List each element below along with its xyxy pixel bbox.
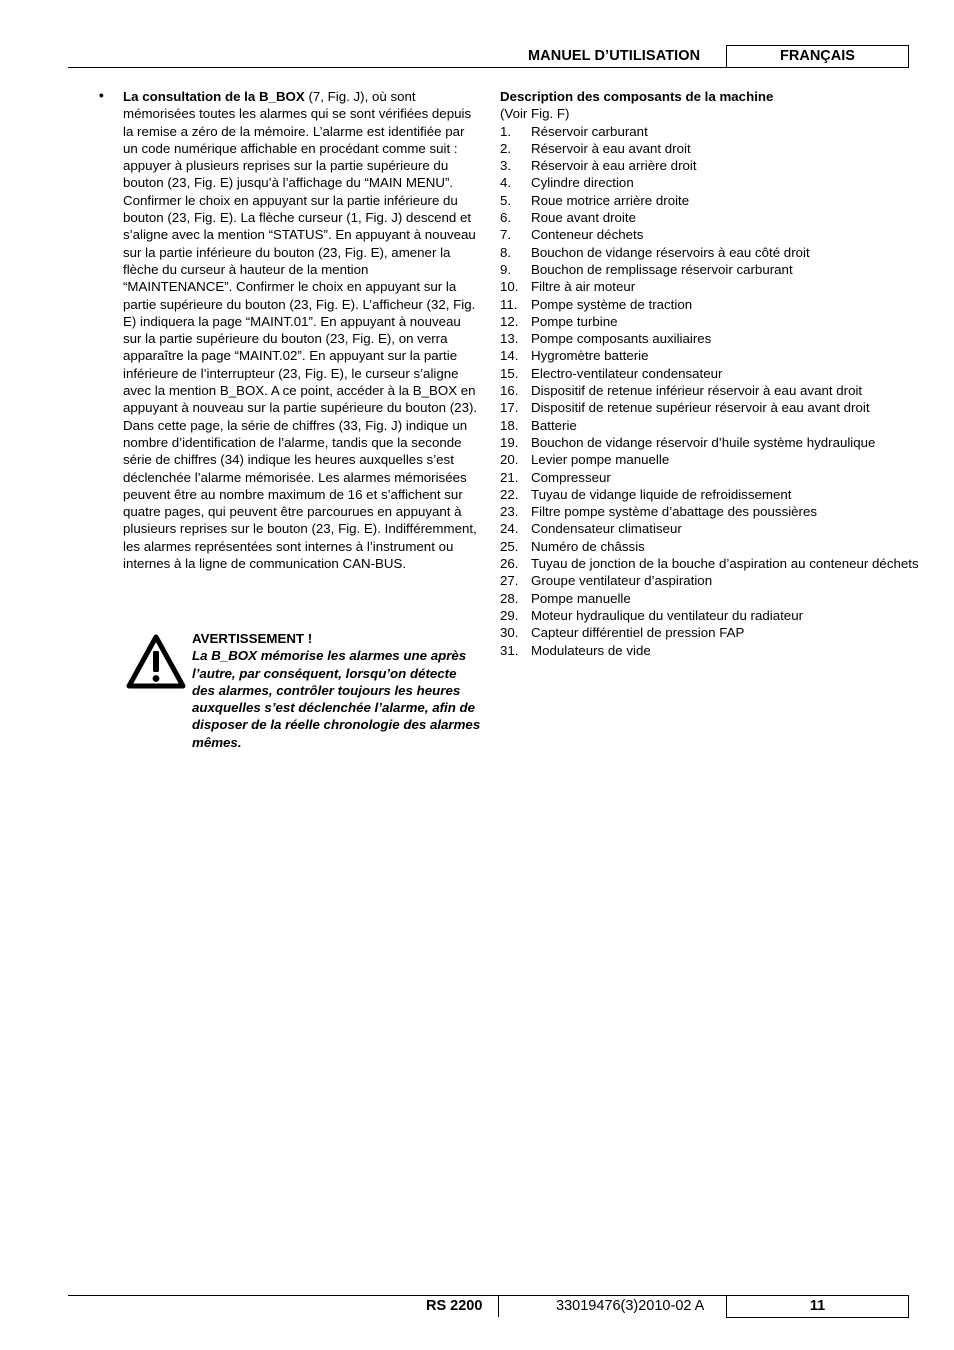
component-item [500,520,920,537]
component-number: 5. [500,192,512,208]
component-text: Levier pompe manuelle [531,452,670,468]
component-text: Compresseur [531,469,611,485]
warning-triangle-icon [126,634,186,690]
component-item [500,123,920,140]
component-text: Filtre pompe système d’abattage des poussières [531,504,818,520]
component-item [500,157,920,174]
component-text: Pompe manuelle [531,590,631,606]
component-text: Groupe ventilateur d’aspiration [531,573,713,589]
component-number: 15. [500,365,519,381]
component-number: 21. [500,469,519,485]
warning-title: AVERTISSEMENT ! [192,631,313,646]
component-number: 2. [500,140,512,156]
component-item [500,538,920,555]
component-item [500,399,920,416]
page-number: 11 [726,1296,909,1318]
paragraph-body: (7, Fig. J), où sont mémorisées toutes les alarmes qui se sont vérifiées depuis la remise a zéro de la mémoire. L’alarme est identifiée par un code numérique affichable en procédant comme suit : appuyer à plusieurs reprises sur la partie supérieure du bouton (23, Fig. E) jusqu’à l’affichage du “MAIN MENU”. Confirmer le choix en appuyant sur la partie inférieure du bouton (23, Fig. E). La flèche curseur (1, Fig. J) descend et s’aligne avec la mention “STATUS”. En appuyant à nouveau sur la partie inférieure du bouton (23, Fig. E), amener la flèche du curseur à hauteur de la mention “MAINTENANCE”. Confirmer le choix en appuyant sur la partie supérieure du bouton (23, Fig. E). L’afficheur (32, Fig. E) indiquera la page “MAINT.01”. En appuyant à nouveau sur la partie supérieure du bouton (23, Fig. E), on verra apparaître la page “MAINT.02”. En appuyant sur la partie inférieure de l’interrupteur (23, Fig. E), le curseur s’aligne avec la mention B_BOX. A ce point, accéder à la B_BOX en appuyant à nouveau sur la partie supérieure du bouton (23). Dans cette page, la série de chiffres (33, Fig. J) indique un nombre d’identification de l’alarme, tandis que la seconde série de chiffres (34) indique les heures auxquelles s’est déclenchée l’alarme mémorisée. Les alarmes mémorisées peuvent être au nombre maximum de 16 et s’affichent sur quatre pages, qui peuvent être parcourues en appuyant à plusieurs reprises sur le bouton (23, Fig. E). Indifféremment, les alarmes représentées sont internes à l’instrument ou internes à la ligne de communication CAN-BUS. [123,89,478,572]
component-number: 30. [500,625,519,641]
component-text: Dispositif de retenue supérieur réservoir à eau avant droit [531,400,870,416]
component-item [500,607,920,624]
component-text: Pompe système de traction [531,296,693,312]
component-item [500,313,920,330]
section-subtitle: (Voir Fig. F) [500,106,570,122]
component-text: Réservoir carburant [531,123,648,139]
component-item [500,209,920,226]
component-text: Modulateurs de vide [531,642,651,658]
component-number: 12. [500,313,519,329]
component-number: 17. [500,400,519,416]
bullet-marker: • [99,88,104,103]
component-number: 11. [500,296,518,312]
component-text: Réservoir à eau arrière droit [531,158,697,174]
component-text: Pompe turbine [531,313,618,329]
component-number: 26. [500,556,519,572]
component-text: Roue avant droite [531,210,636,226]
component-number: 24. [500,521,519,537]
paragraph-lead: La consultation de la B_BOX [123,89,305,104]
component-text: Pompe composants auxiliaires [531,331,712,347]
component-number: 6. [500,210,512,226]
component-text: Tuyau de vidange liquide de refroidissement [531,486,792,502]
component-item [500,469,920,486]
component-number: 4. [500,175,512,191]
component-number: 10. [500,279,519,295]
component-item [500,347,920,364]
component-list [500,123,920,659]
component-number: 19. [500,434,519,450]
component-item [500,296,920,313]
component-item [500,365,920,382]
component-number: 1. [500,123,512,139]
component-number: 3. [500,158,512,174]
component-number: 25. [500,538,519,554]
component-text: Capteur différentiel de pression FAP [531,625,745,641]
component-text: Moteur hydraulique du ventilateur du radiateur [531,607,804,623]
component-number: 8. [500,244,512,260]
warning-body: La B_BOX mémorise les alarmes une après l’autre, par conséquent, lorsqu’on détecte des alarmes, contrôler toujours les heures auxquelles s’est déclenchée l’alarme, afin de disposer de la réelle chronologie des alarmes mêmes. [192,648,481,750]
component-number: 27. [500,573,519,589]
component-item [500,503,920,520]
component-text: Réservoir à eau avant droit [531,140,691,156]
component-item [500,192,920,209]
component-item [500,642,920,659]
document-code: 33019476(3)2010-02 A [556,1298,705,1314]
component-number: 23. [500,504,519,520]
component-item [500,174,920,191]
component-text: Tuyau de jonction de la bouche d’aspiration au conteneur déchets [531,556,919,572]
component-text: Cylindre direction [531,175,634,191]
component-number: 7. [500,227,512,243]
component-item [500,244,920,261]
footer-separator [498,1296,499,1317]
right-column [500,88,920,659]
component-item [500,434,920,451]
component-text: Bouchon de remplissage réservoir carburant [531,261,793,277]
component-number: 9. [500,261,512,277]
component-number: 22. [500,486,519,502]
manual-title: MANUEL D’UTILISATION [528,48,701,64]
component-item [500,382,920,399]
component-number: 14. [500,348,519,364]
component-number: 18. [500,417,519,433]
component-item [500,261,920,278]
component-item [500,451,920,468]
warning-text [192,630,482,751]
language-label: FRANÇAIS [726,45,909,67]
component-number: 31. [500,642,519,658]
component-item [500,226,920,243]
component-text: Dispositif de retenue inférieur réservoir à eau avant droit [531,383,863,399]
bbox-paragraph [123,88,479,572]
component-number: 13. [500,331,519,347]
component-text: Conteneur déchets [531,227,644,243]
component-number: 29. [500,607,519,623]
component-item [500,330,920,347]
component-number: 28. [500,590,519,606]
component-number: 16. [500,383,519,399]
component-text: Electro-ventilateur condensateur [531,365,723,381]
component-text: Numéro de châssis [531,538,645,554]
header-rule [68,67,909,68]
component-item [500,624,920,641]
component-item [500,572,920,589]
section-title: Description des composants de la machine [500,89,774,104]
component-item [500,417,920,434]
component-text: Bouchon de vidange réservoir d’huile système hydraulique [531,434,876,450]
model-name: RS 2200 [426,1298,483,1314]
component-item [500,140,920,157]
component-item [500,590,920,607]
component-text: Condensateur climatiseur [531,521,682,537]
component-item [500,486,920,503]
component-text: Bouchon de vidange réservoirs à eau côté droit [531,244,810,260]
component-text: Batterie [531,417,577,433]
component-text: Filtre à air moteur [531,279,636,295]
component-item [500,278,920,295]
component-number: 20. [500,452,519,468]
component-item [500,555,920,572]
component-text: Roue motrice arrière droite [531,192,690,208]
component-text: Hygromètre batterie [531,348,649,364]
